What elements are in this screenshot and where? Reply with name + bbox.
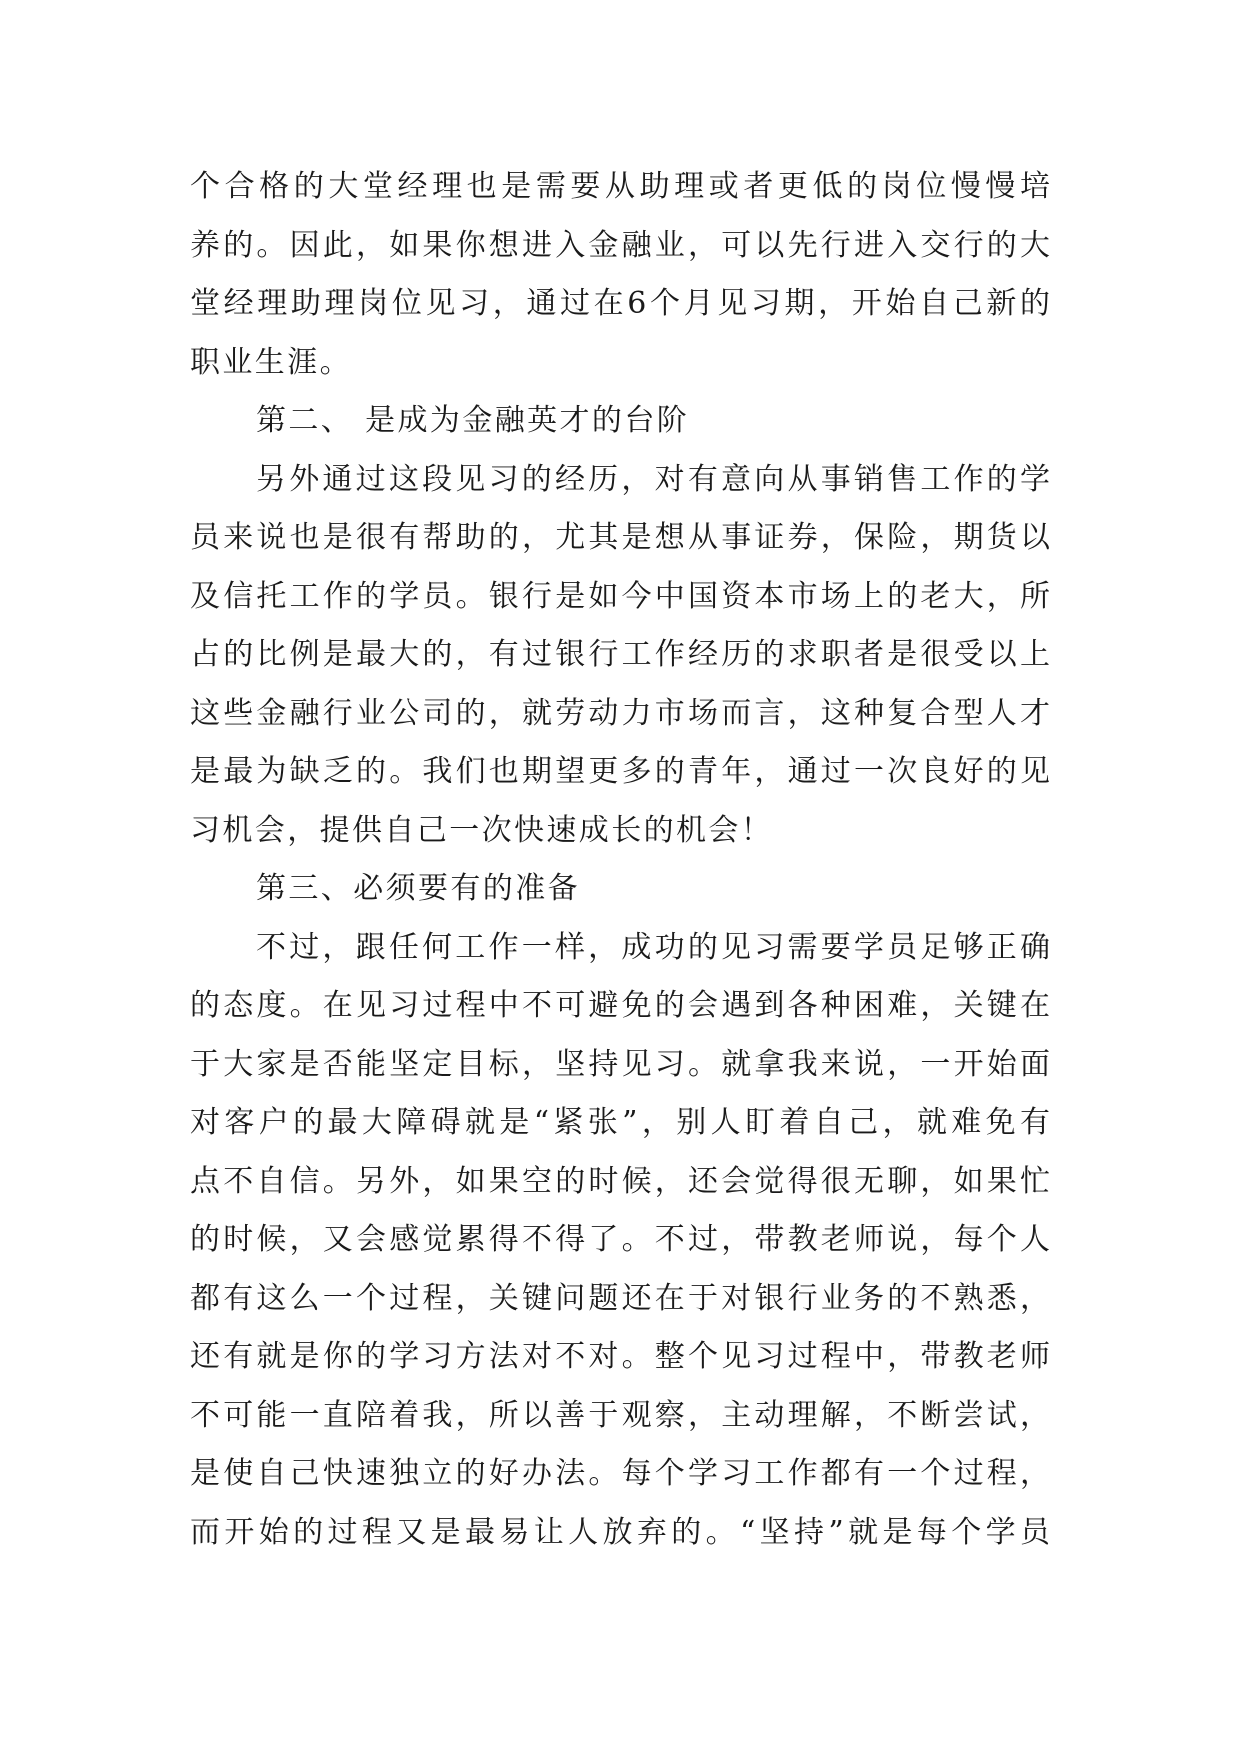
paragraph-line: 而开始的过程又是最易让人放弃的。“坚持”就是每个学员 <box>190 1514 1050 1550</box>
paragraph-line: 的时候，又会感觉累得不得了。不过，带教老师说，每个人 <box>190 1222 1050 1257</box>
paragraph-line: 是使自己快速独立的好办法。每个学习工作都有一个过程， <box>190 1456 1050 1491</box>
paragraph-line: 习机会，提供自己一次快速成长的机会！ <box>190 812 774 848</box>
document-body <box>190 158 1050 1562</box>
paragraph-line: 是最为缺乏的。我们也期望更多的青年，通过一次良好的见 <box>190 754 1050 789</box>
paragraph-line: 员来说也是很有帮助的，尤其是想从事证券，保险，期货以 <box>190 520 1050 555</box>
paragraph-line: 个合格的大堂经理也是需要从助理或者更低的岗位慢慢培 <box>190 169 1050 204</box>
paragraph-line: 还有就是你的学习方法对不对。整个见习过程中，带教老师 <box>190 1339 1050 1374</box>
paragraph-line: 占的比例是最大的，有过银行工作经历的求职者是很受以上 <box>190 637 1050 672</box>
paragraph-line: 的态度。在见习过程中不可避免的会遇到各种困难，关键在 <box>190 988 1050 1023</box>
paragraph-line: 不可能一直陪着我，所以善于观察，主动理解，不断尝试， <box>190 1397 1050 1433</box>
paragraph-line: 不过，跟任何工作一样，成功的见习需要学员足够正确 <box>256 929 1050 965</box>
paragraph-line: 都有这么一个过程，关键问题还在于对银行业务的不熟悉， <box>190 1280 1050 1316</box>
paragraph-line: 堂经理助理岗位见习，通过在6个月见习期，开始自己新的 <box>190 286 1050 321</box>
paragraph-line: 养的。因此，如果你想进入金融业，可以先行进入交行的大 <box>190 227 1050 263</box>
section-heading: 第三、必须要有的准备 <box>256 871 580 906</box>
paragraph-line: 点不自信。另外，如果空的时候，还会觉得很无聊，如果忙 <box>190 1163 1050 1199</box>
section-heading: 第二、 是成为金融英才的台阶 <box>256 403 690 438</box>
paragraph-line: 及信托工作的学员。银行是如今中国资本市场上的老大，所 <box>190 578 1050 614</box>
paragraph-line: 职业生涯。 <box>190 344 352 380</box>
paragraph-line: 于大家是否能坚定目标，坚持见习。就拿我来说，一开始面 <box>190 1046 1050 1082</box>
paragraph-line: 另外通过这段见习的经历，对有意向从事销售工作的学 <box>256 461 1050 497</box>
paragraph-line: 对客户的最大障碍就是“紧张”，别人盯着自己，就难免有 <box>190 1105 1050 1140</box>
paragraph-line: 这些金融行业公司的，就劳动力市场而言，这种复合型人才 <box>190 695 1050 731</box>
